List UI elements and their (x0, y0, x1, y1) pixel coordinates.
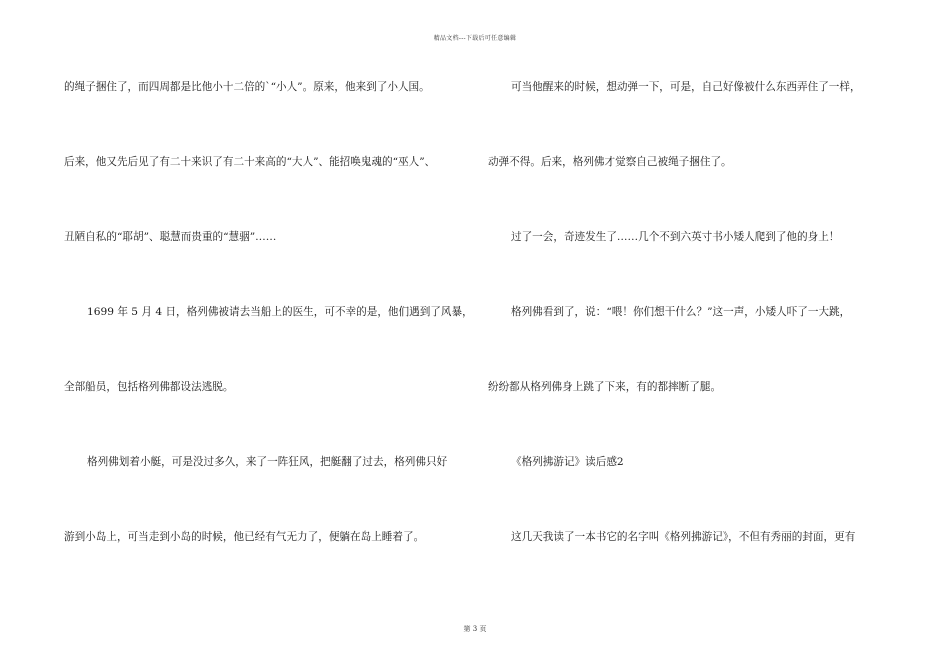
right-line-1: 可当他醒来的时候，想动弹一下，可是，自己好像被什么东西弄住了一样， (511, 81, 861, 93)
left-line-4: 1699 年 5 月 4 日，格列佛被请去当船上的医生，可不幸的是，他们遇到了风暴， (87, 306, 473, 318)
page-footer: 第 3 页 (463, 625, 487, 633)
left-line-1: 的绳子捆住了，而四周都是比他小十二倍的`“小人”。原来，他来到了小人国。 (64, 81, 430, 93)
left-line-6: 格列佛划着小艇，可是没过多久，来了一阵狂风，把艇翻了过去，格列佛只好 (87, 456, 448, 468)
right-line-7: 这几天我读了一本书它的名字叫《格列拂游记》，不但有秀丽的封面，更有 (511, 531, 856, 543)
left-column (64, 0, 484, 672)
right-line-2: 动弹不得。后来，格列佛才觉察自己被绳子捆住了。 (488, 156, 732, 168)
right-line-5: 纷纷都从格列佛身上跳了下来，有的都摔断了腿。 (488, 381, 722, 393)
right-column (488, 0, 898, 672)
page-header: 精品文档---下载后可任意编辑 (433, 35, 517, 42)
left-line-3: 丑陋自私的“耶胡”、聪慧而贵重的“慧骃”…… (64, 231, 277, 243)
left-line-5: 全部船员，包括格列佛都设法逃脱。 (64, 381, 234, 393)
right-line-4: 格列佛看到了，说：“喂！你们想干什么？”这一声，小矮人吓了一大跳， (511, 306, 851, 318)
left-line-2: 后来，他又先后见了有二十来识了有二十来高的“大人”、能招唤鬼魂的“巫人”、 (64, 156, 436, 168)
left-line-7: 游到小岛上，可当走到小岛的时候，他已经有气无力了，便躺在岛上睡着了。 (64, 531, 425, 543)
right-line-6: 《格列拂游记》读后感2 (511, 456, 624, 468)
right-line-3: 过了一会，奇迹发生了……几个不到六英寸书小矮人爬到了他的身上！ (511, 231, 840, 243)
